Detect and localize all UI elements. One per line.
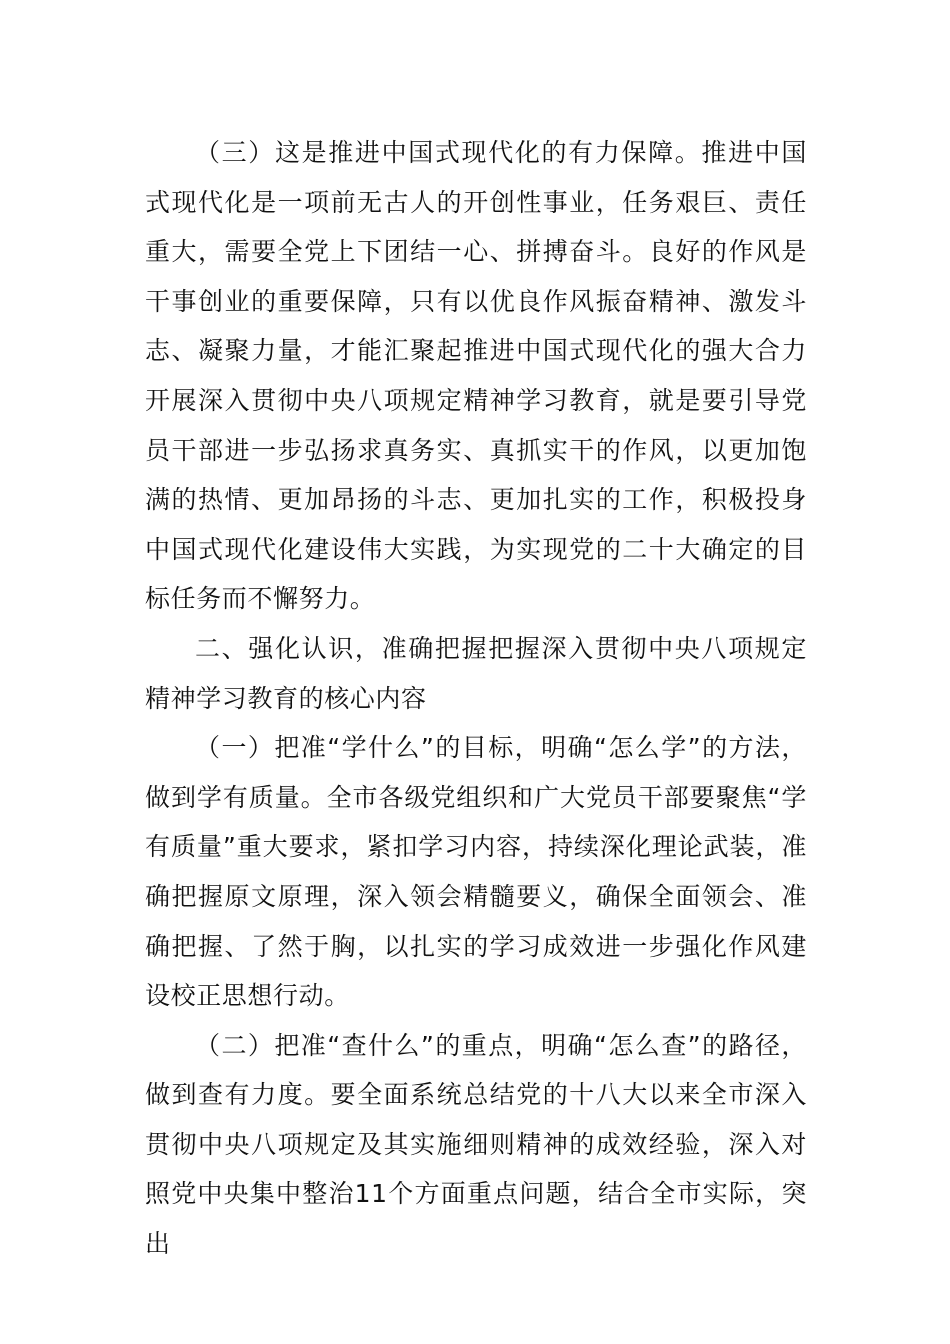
paragraph-subsection-1-study: （一）把准“学什么”的目标，明确“怎么学”的方法，做到学有质量。全市各级党组织和广大党员干部要聚焦“学有质量”重大要求，紧扣学习内容，持续深化理论武装，准确把握原文原理，深入领会精髓要义，确保全面领会、准确把握、了然于胸，以扎实的学习成效进一步强化作风建设校正思想行动。 [145,733,807,1011]
document-body [145,128,807,1269]
section-heading-two: 二、强化认识，准确把握把握深入贯彻中央八项规定精神学习教育的核心内容 [145,633,807,713]
paragraph-subsection-2-inspect: （二）把准“查什么”的重点，明确“怎么查”的路径，做到查有力度。要全面系统总结党的十八大以来全市深入贯彻中央八项规定及其实施细则精神的成效经验，深入对照党中央集中整治11个方面重点问题，结合全市实际，突出 [145,1030,807,1259]
paragraph-section-3-guarantee: （三）这是推进中国式现代化的有力保障。推进中国式现代化是一项前无古人的开创性事业，任务艰巨、责任重大，需要全党上下团结一心、拼搏奋斗。良好的作风是干事创业的重要保障，只有以优良作风振奋精神、激发斗志、凝聚力量，才能汇聚起推进中国式现代化的强大合力开展深入贯彻中央八项规定精神学习教育，就是要引导党员干部进一步弘扬求真务实、真抓实干的作风，以更加饱满的热情、更加昂扬的斗志、更加扎实的工作，积极投身中国式现代化建设伟大实践，为实现党的二十大确定的目标任务而不懈努力。 [145,138,807,614]
